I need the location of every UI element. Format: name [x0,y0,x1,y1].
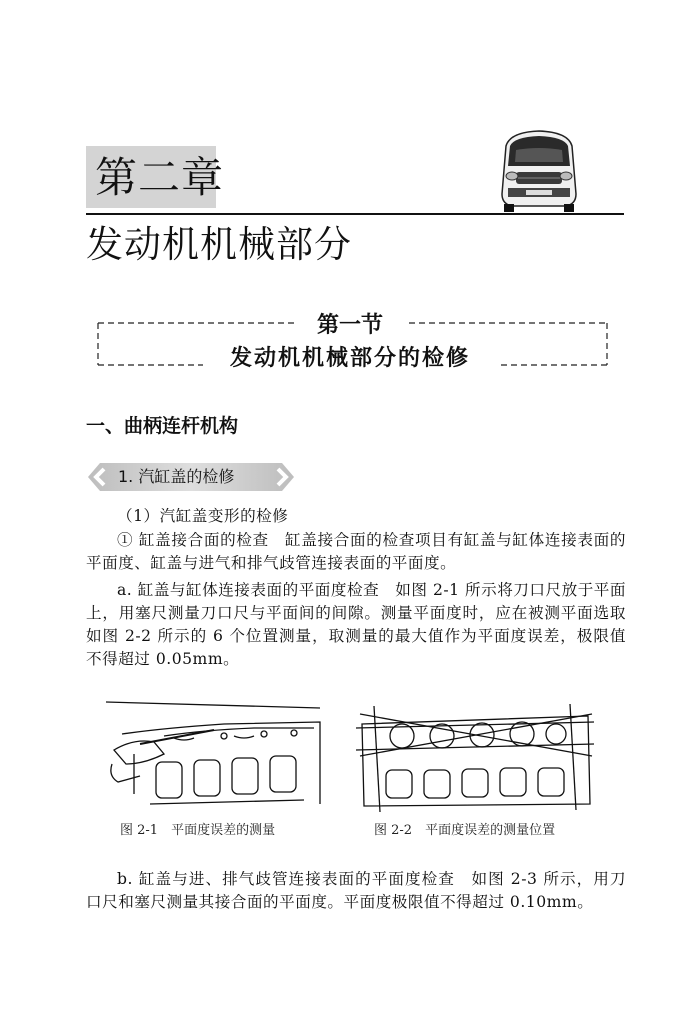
chapter-label: 第二章 [95,153,225,202]
topic-pill-label: 1. 汽缸盖的检修 [118,467,235,486]
section-number: 第一节 [316,312,383,338]
paragraph-2: ① 缸盖接合面的检查 缸盖接合面的检查项目有缸盖与缸体连接表面的平面度、缸盖与进气和排气歧管连接表面的平面度。 [86,531,626,572]
figure-2-2-caption: 图 2-2 平面度误差的测量位置 [374,823,556,838]
paragraph-3: a. 缸盖与缸体连接表面的平面度检查 如图 2-1 所示将刀口尺放于平面上，用塞尺测量刀口尺与平面间的间隙。测量平面度时，应在被测平面选取如图 2-2 所示的 6 个位置测量，取测量的最大值作为平面度误差，极限值不得超过 0.05mm。 [86,581,626,668]
figure-2-2-illustration [356,694,596,816]
section-title: 发动机机械部分的检修 [229,345,470,371]
paragraph-1: （1）汽缸盖变形的检修 [117,507,289,525]
chapter-title: 发动机机械部分 [86,223,352,266]
subheading: 一、曲柄连杆机构 [86,415,239,437]
figure-2-1-caption: 图 2-1 平面度误差的测量 [120,823,276,838]
figure-2-1-illustration [104,694,324,816]
paragraph-4: b. 缸盖与进、排气歧管连接表面的平面度检查 如图 2-3 所示，用刀口尺和塞尺测量其接合面的平面度。平面度极限值不得超过 0.10mm。 [86,870,626,911]
van-illustration [496,126,582,214]
